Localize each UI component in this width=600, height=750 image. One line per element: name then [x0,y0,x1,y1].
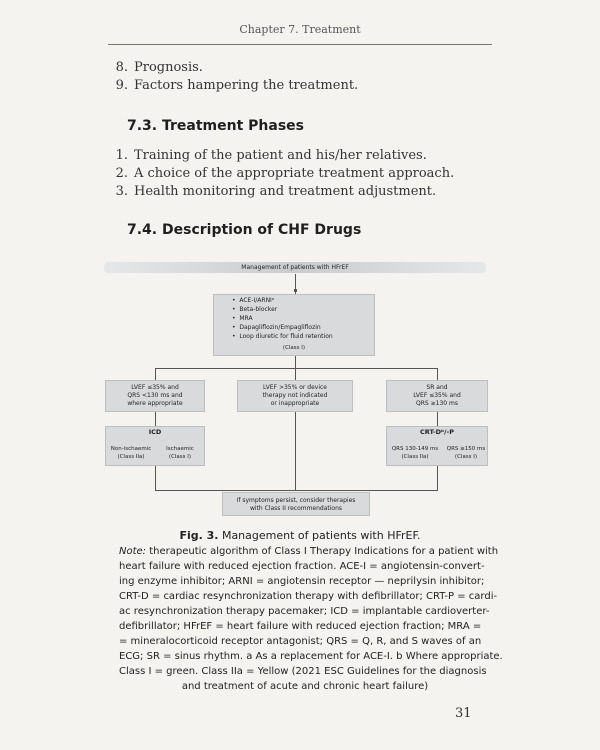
crt-qrs-150-label: QRS ≥150 ms [446,446,486,452]
note-line: defibrillator; HFrEF = heart failure with reduced ejection fraction; MRA = [119,621,482,632]
note-line: ac resynchronization therapy pacemaker; ICD = implantable cardioverter- [119,606,490,617]
note-line: Class I = green. Class IIa = Yellow (2021 ESC Guidelines for the diagnosis [119,666,487,677]
connector [155,490,438,491]
note-line: and treatment of acute and chronic heart failure) [181,681,429,692]
connector [155,466,156,490]
note-line: ing enzyme inhibitor; ARNI = angiotensin receptor — neprilysin inhibitor; [119,576,485,587]
icd-nonischaemic-label: Non-ischaemic [110,446,152,452]
arrow-head [294,289,297,292]
drug-item: • ACE-I/ARNIᵃ [232,297,275,304]
section-heading-chf-drugs: 7.4. Description of CHF Drugs [127,222,362,238]
connector [295,412,296,490]
drug-item: • Loop diuretic for fluid retention [232,333,333,340]
note-line: ECG; SR = sinus rhythm. a As a replacement for ACE-I. b Where appropriate. [119,651,503,662]
figure-note [119,544,503,694]
lvef-low-narrow-qrs-box: LVEF ≤35% and QRS <130 ms and where appropriate [105,380,205,412]
drug-item: • Beta-blocker [232,306,278,313]
running-header: Chapter 7. Treatment [239,23,361,36]
figure-title: Management of patients with HFrEF. [218,529,421,542]
figure-caption [0,529,600,542]
drug-item: • MRA [232,315,253,322]
note-line: heart failure with reduced ejection fraction. ACE-I = angiotensin-convert- [119,561,485,572]
icd-nonischaemic-class: (Class IIa) [117,454,145,460]
crt-qrs-130-149-label: QRS 130-149 ms [391,446,439,452]
section-heading-treatment-phases: 7.3. Treatment Phases [127,118,304,134]
symptoms-persist-box: If symptoms persist, consider therapies with Class II recommendations [222,492,370,516]
lvef-preserved-box: LVEF >35% or device therapy not indicated or inappropriate [237,380,353,412]
connector [437,368,438,380]
note-line: Note: therapeutic algorithm of Class I Therapy Indications for a patient with [119,546,499,557]
connector [437,466,438,490]
connector [437,412,438,426]
connector [295,368,296,380]
header-rule [108,44,492,45]
drug-item: • Dapagliflozin/Empagliflozin [232,324,321,331]
figure-label: Fig. 3. [179,529,219,542]
connector [155,368,438,369]
connector [155,412,156,426]
book-page: Chapter 7. Treatment 8. Prognosis. 9. Factors hampering the treatment. 7.3. Treatment Phases 1. Training of the patient and his/her relatives. 2. A choice of the appropriate treatment approach. 3. Health monitoring and treatment adjustment. 7.4. Description of CHF Drugs Management of patients with HFrEF • ACE-I/ARNIᵃ • Beta-blocker • MRA • Dapagliflozin/Empagliflozin • Loop diuretic for fluid retention (Class I) LVEF ≤35% and QRS <130 ms and where appropriate LVEF >35% or device therapy not indicated or inappropriate SR and LVEF ≤35% and QRS ≥130 ms ICD Non-ischaemic (Class IIa) Ischaemic (Class I) CRT-Dᵇ/-P QRS 130-149 ms (Class IIa) QRS ≥150 ms (Class I) If symptoms persist, consider therapies with Class II recommendations Fig. 3. Management of patients with HFrEF. Note: therapeutic algorithm of Class I Therapy Indications for a patient with heart failure with reduced ejection fraction. ACE-I = angiotensin-convert- ing enzyme inhibitor; ARNI = angiotensin receptor — neprilysin inhibitor; CRT-D = cardiac resynchronization therapy with defibrillator; CRT-P = cardi- ac resynchronization therapy pacemaker; ICD = implantable cardioverter- defibrillator; HFrEF = heart failure with reduced ejection fraction; MRA = = mineralocorticoid receptor antagonist; QRS = Q, R, and S waves of an ECG; SR = sinus rhythm. a As a replacement for ACE-I. b Where appropriate. Class I = green. Class IIa = Yellow (2021 ESC Guidelines for the diagnosis and treatment of acute and chronic heart failure) 31 [0,0,600,750]
flowchart-banner-label: Management of patients with HFrEF [241,264,349,271]
note-line: CRT-D = cardiac resynchronization therapy with defibrillator; CRT-P = cardi- [119,591,498,602]
icd-ischaemic-class: (Class I) [168,454,192,460]
note-line: = mineralocorticoid receptor antagonist; QRS = Q, R, and S waves of an [119,636,482,647]
sinus-rhythm-wide-qrs-box: SR and LVEF ≤35% and QRS ≥130 ms [386,380,488,412]
icd-title: ICD [148,428,162,436]
connector [155,368,156,380]
icd-ischaemic-label: Ischaemic [166,446,194,452]
drugs-class: (Class I) [282,345,306,351]
first-line-drugs-list [232,296,333,341]
crt-qrs-150-class: (Class I) [454,454,478,460]
crt-title: CRT-Dᵇ/-P [419,428,454,436]
note-label: Note: [119,546,147,557]
page-number: 31 [455,706,472,721]
connector [295,356,296,368]
crt-qrs-130-149-class: (Class IIa) [401,454,429,460]
